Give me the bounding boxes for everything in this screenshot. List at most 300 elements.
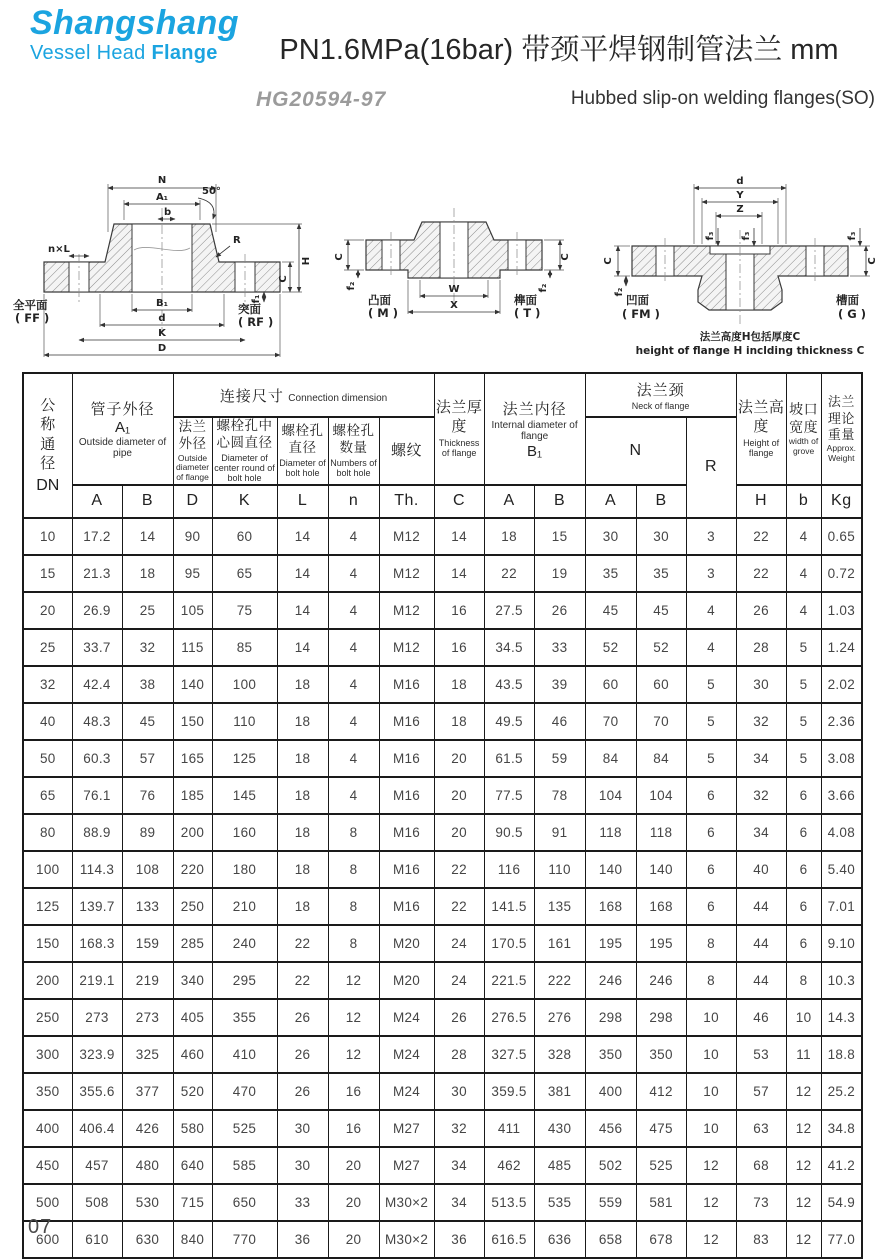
- table-cell: 400: [23, 1110, 72, 1147]
- dim-N: N: [157, 175, 167, 186]
- table-cell: 26: [277, 1073, 328, 1110]
- table-cell: 355.6: [72, 1073, 122, 1110]
- table-cell: 46: [736, 999, 786, 1036]
- table-cell: 20: [434, 814, 484, 851]
- table-cell: 585: [212, 1147, 277, 1184]
- table-cell: 170.5: [484, 925, 534, 962]
- dim-f3-c: f₃: [847, 231, 858, 241]
- col-thickness-en: Thickness of flange: [438, 437, 480, 459]
- table-cell: 5: [686, 740, 736, 777]
- table-cell: 3.66: [821, 777, 862, 814]
- table-cell: 22: [434, 888, 484, 925]
- table-cell: 34: [434, 1184, 484, 1221]
- table-cell: 83: [736, 1221, 786, 1258]
- table-cell: 110: [212, 703, 277, 740]
- table-cell: 5: [786, 703, 821, 740]
- table-cell: 520: [173, 1073, 212, 1110]
- table-cell: 35: [636, 555, 686, 592]
- table-cell: M20: [379, 925, 434, 962]
- table-cell: M24: [379, 999, 434, 1036]
- table-cell: 12: [786, 1221, 821, 1258]
- table-cell: 678: [636, 1221, 686, 1258]
- col-height-cn: 法兰高度: [737, 399, 785, 436]
- table-cell: 340: [173, 962, 212, 999]
- table-cell: 18: [277, 777, 328, 814]
- letter-n: n: [348, 492, 359, 510]
- table-row: [23, 1036, 862, 1073]
- table-cell: 4: [786, 592, 821, 629]
- table-cell: 18: [434, 703, 484, 740]
- table-cell: 105: [173, 592, 212, 629]
- table-cell: 18: [277, 703, 328, 740]
- table-cell: 32: [23, 666, 72, 703]
- table-cell: 222: [534, 962, 585, 999]
- table-cell: 45: [122, 703, 173, 740]
- table-cell: 118: [636, 814, 686, 851]
- table-cell: 4: [328, 518, 379, 555]
- table-cell: 535: [534, 1184, 585, 1221]
- table-cell: 61.5: [484, 740, 534, 777]
- table-cell: 95: [173, 555, 212, 592]
- table-cell: M12: [379, 518, 434, 555]
- col-letter-b1b: [534, 485, 585, 518]
- table-cell: 4: [328, 555, 379, 592]
- table-cell: 580: [173, 1110, 212, 1147]
- table-cell: M16: [379, 851, 434, 888]
- table-cell: 0.72: [821, 555, 862, 592]
- table-cell: 221.5: [484, 962, 534, 999]
- table-cell: 108: [122, 851, 173, 888]
- table-cell: 456: [585, 1110, 636, 1147]
- table-cell: 195: [636, 925, 686, 962]
- table-cell: 133: [122, 888, 173, 925]
- table-cell: 77.5: [484, 777, 534, 814]
- table-cell: M12: [379, 629, 434, 666]
- table-cell: 59: [534, 740, 585, 777]
- dim-f3-b: f₃: [741, 231, 752, 241]
- table-cell: M16: [379, 666, 434, 703]
- letter-b: B: [141, 492, 154, 510]
- col-neck-r: [686, 417, 736, 518]
- table-cell: 50: [23, 740, 72, 777]
- table-cell: 10: [686, 1036, 736, 1073]
- letter-d: D: [186, 492, 199, 510]
- letter-th: Th.: [394, 492, 419, 510]
- table-cell: 3: [686, 518, 736, 555]
- table-cell: 34: [736, 740, 786, 777]
- letter-h: H: [755, 492, 768, 510]
- table-cell: 14: [277, 592, 328, 629]
- table-cell: 32: [736, 703, 786, 740]
- table-cell: 426: [122, 1110, 173, 1147]
- table-row: [23, 1110, 862, 1147]
- table-header: [23, 373, 862, 518]
- col-neck: [585, 373, 736, 417]
- flange-drawing-fm-g: [598, 168, 883, 365]
- table-cell: 60: [212, 518, 277, 555]
- col-thickness-cn: 法兰厚度: [435, 399, 483, 436]
- table-cell: 327.5: [484, 1036, 534, 1073]
- table-cell: 26: [736, 592, 786, 629]
- table-cell: 219.1: [72, 962, 122, 999]
- table-cell: 18: [277, 888, 328, 925]
- table-cell: 145: [212, 777, 277, 814]
- dim-W: W: [448, 284, 460, 295]
- table-cell: 32: [122, 629, 173, 666]
- table-cell: 200: [23, 962, 72, 999]
- table-cell: 30: [636, 518, 686, 555]
- table-row: [23, 629, 862, 666]
- table-cell: 6: [786, 814, 821, 851]
- table-cell: 76: [122, 777, 173, 814]
- dim-C: C: [278, 275, 289, 283]
- table-cell: 22: [277, 962, 328, 999]
- caption-chinese: 法兰高度H包括厚度C: [699, 331, 801, 343]
- table-cell: 43.5: [484, 666, 534, 703]
- col-bolt-num-cn: 螺栓孔数量: [332, 423, 375, 456]
- table-cell: 10: [686, 1110, 736, 1147]
- table-cell: 41.2: [821, 1147, 862, 1184]
- table-cell: 4: [686, 592, 736, 629]
- col-groove-en: width of grove: [788, 436, 819, 456]
- table-cell: 52: [636, 629, 686, 666]
- table-cell: 75: [212, 592, 277, 629]
- face-t-cn: 榫面: [514, 293, 537, 307]
- table-cell: 12: [786, 1110, 821, 1147]
- table-cell: 22: [736, 518, 786, 555]
- col-height: [736, 373, 786, 485]
- table-cell: 500: [23, 1184, 72, 1221]
- table-cell: 4.08: [821, 814, 862, 851]
- table-cell: 12: [686, 1184, 736, 1221]
- dim-f1: f₁: [251, 294, 262, 304]
- table-cell: 48.3: [72, 703, 122, 740]
- table-cell: 89: [122, 814, 173, 851]
- table-cell: 640: [173, 1147, 212, 1184]
- table-cell: 10: [23, 518, 72, 555]
- table-cell: 20: [328, 1147, 379, 1184]
- col-letter-D: [173, 485, 212, 518]
- table-cell: M30×2: [379, 1221, 434, 1258]
- table-cell: 28: [736, 629, 786, 666]
- table-cell: 4: [328, 777, 379, 814]
- table-cell: 4: [328, 666, 379, 703]
- table-cell: 658: [585, 1221, 636, 1258]
- table-cell: 20: [328, 1221, 379, 1258]
- table-cell: 141.5: [484, 888, 534, 925]
- brand-tagline-light: Vessel Head: [30, 42, 152, 64]
- table-cell: 14: [277, 629, 328, 666]
- col-bolt-num: [328, 417, 379, 485]
- table-cell: M27: [379, 1147, 434, 1184]
- table-cell: 12: [786, 1073, 821, 1110]
- table-cell: 462: [484, 1147, 534, 1184]
- table-cell: 457: [72, 1147, 122, 1184]
- table-cell: 513.5: [484, 1184, 534, 1221]
- col-letter-K: [212, 485, 277, 518]
- table-row: [23, 518, 862, 555]
- table-cell: 9.10: [821, 925, 862, 962]
- table-cell: 125: [212, 740, 277, 777]
- table-cell: 21.3: [72, 555, 122, 592]
- letter-a: A: [91, 492, 103, 510]
- table-cell: 5: [786, 629, 821, 666]
- table-cell: 161: [534, 925, 585, 962]
- table-cell: 0.65: [821, 518, 862, 555]
- table-row: [23, 555, 862, 592]
- table-cell: 20: [434, 777, 484, 814]
- table-cell: 16: [434, 629, 484, 666]
- table-cell: 168: [585, 888, 636, 925]
- table-cell: M12: [379, 592, 434, 629]
- table-cell: 246: [636, 962, 686, 999]
- table-cell: 16: [328, 1073, 379, 1110]
- brand-tagline: [30, 43, 239, 63]
- table-cell: 168: [636, 888, 686, 925]
- table-cell: 45: [585, 592, 636, 629]
- letter-b1b: B: [553, 492, 566, 510]
- table-cell: 20: [23, 592, 72, 629]
- table-cell: 715: [173, 1184, 212, 1221]
- table-row: [23, 1147, 862, 1184]
- col-bolt-dia-en: Diameter of bolt hole: [279, 457, 326, 479]
- col-letter-na: [585, 485, 636, 518]
- letter-nb: B: [655, 492, 667, 510]
- table-cell: 20: [434, 740, 484, 777]
- col-connection: [173, 373, 434, 417]
- col-letter-H: [736, 485, 786, 518]
- col-letter-A: [72, 485, 122, 518]
- dim-Y: Y: [736, 190, 744, 201]
- table-cell: 115: [173, 629, 212, 666]
- letter-na: A: [604, 492, 617, 510]
- col-connection-en: Connection dimension: [288, 392, 388, 404]
- col-letter-n: [328, 485, 379, 518]
- col-bolt-circle-en: Diameter of center round of bolt hole: [214, 452, 275, 484]
- table-cell: 118: [585, 814, 636, 851]
- table-cell: 12: [686, 1221, 736, 1258]
- table-cell: 12: [786, 1147, 821, 1184]
- table-cell: 110: [534, 851, 585, 888]
- table-cell: 30: [434, 1073, 484, 1110]
- table-cell: 6: [686, 888, 736, 925]
- table-cell: 4: [328, 703, 379, 740]
- table-cell: 4: [786, 518, 821, 555]
- face-rf-cn: 突面: [238, 302, 261, 316]
- table-cell: 180: [212, 851, 277, 888]
- table-cell: 18: [277, 666, 328, 703]
- flange-drawing-ff-rf-svg: [12, 162, 312, 362]
- table-cell: 139.7: [72, 888, 122, 925]
- table-cell: 14.3: [821, 999, 862, 1036]
- table-cell: 10: [786, 999, 821, 1036]
- table-cell: 3: [686, 555, 736, 592]
- flange-drawing-fm-g-svg: [598, 168, 883, 360]
- table-cell: 40: [736, 851, 786, 888]
- table-cell: M16: [379, 740, 434, 777]
- table-cell: 34: [736, 814, 786, 851]
- table-row: [23, 592, 862, 629]
- table-cell: 32: [434, 1110, 484, 1147]
- col-thickness: [434, 373, 484, 485]
- col-letter-C: [434, 485, 484, 518]
- table-cell: 150: [173, 703, 212, 740]
- table-cell: 273: [72, 999, 122, 1036]
- col-letter-L: [277, 485, 328, 518]
- table-cell: 616.5: [484, 1221, 534, 1258]
- face-ff-code: ( FF ): [15, 311, 50, 325]
- col-neck-cn: 法兰颈: [636, 381, 685, 399]
- table-cell: 125: [23, 888, 72, 925]
- table-cell: 285: [173, 925, 212, 962]
- table-cell: 44: [736, 888, 786, 925]
- table-cell: 6: [786, 888, 821, 925]
- table-body: [23, 518, 862, 1258]
- table-cell: 240: [212, 925, 277, 962]
- face-t-code: ( T ): [514, 306, 541, 320]
- table-cell: 5: [686, 703, 736, 740]
- col-letter-th: [379, 485, 434, 518]
- table-cell: 63: [736, 1110, 786, 1147]
- table-cell: 219: [122, 962, 173, 999]
- table-cell: 40: [23, 703, 72, 740]
- table-cell: 34: [434, 1147, 484, 1184]
- caption-english: height of flange H inclding thickness C: [635, 345, 865, 357]
- col-dn-cn: 公称通径: [40, 396, 56, 473]
- table-cell: 14: [277, 555, 328, 592]
- table-cell: 22: [277, 925, 328, 962]
- table-cell: 323.9: [72, 1036, 122, 1073]
- table-cell: 200: [173, 814, 212, 851]
- table-cell: 276.5: [484, 999, 534, 1036]
- letter-b1a: A: [503, 492, 515, 510]
- dim-D: D: [157, 343, 167, 354]
- col-bolt-circle: [212, 417, 277, 485]
- table-cell: 8: [686, 962, 736, 999]
- col-neck-en: Neck of flange: [631, 400, 690, 411]
- table-row: [23, 814, 862, 851]
- table-cell: 140: [173, 666, 212, 703]
- table-cell: 3.08: [821, 740, 862, 777]
- table-cell: 35: [585, 555, 636, 592]
- table-cell: 600: [23, 1221, 72, 1258]
- table-cell: 24: [434, 925, 484, 962]
- table-row: [23, 925, 862, 962]
- flange-drawing-m-t-svg: [308, 178, 600, 343]
- dim-d: d: [158, 313, 166, 324]
- col-dn: [23, 373, 72, 518]
- table-cell: 85: [212, 629, 277, 666]
- table-cell: 26: [277, 1036, 328, 1073]
- table-cell: 8: [328, 925, 379, 962]
- table-cell: 12: [328, 999, 379, 1036]
- table-cell: 73: [736, 1184, 786, 1221]
- table-cell: 430: [534, 1110, 585, 1147]
- table-cell: 630: [122, 1221, 173, 1258]
- table-cell: 116: [484, 851, 534, 888]
- dim-C-right: C: [560, 253, 571, 261]
- table-cell: 159: [122, 925, 173, 962]
- col-pipe-od-cn: 管子外径: [90, 400, 155, 418]
- col-neck-r-label: R: [705, 458, 718, 476]
- table-cell: 18: [277, 740, 328, 777]
- table-cell: 377: [122, 1073, 173, 1110]
- table-cell: 27.5: [484, 592, 534, 629]
- table-cell: 53: [736, 1036, 786, 1073]
- table-row: [23, 888, 862, 925]
- table-cell: 24: [434, 962, 484, 999]
- table-cell: 34.8: [821, 1110, 862, 1147]
- table-cell: 325: [122, 1036, 173, 1073]
- table-cell: 6: [786, 925, 821, 962]
- subtitle-english: Hubbed slip-on welding flanges(SO): [570, 88, 875, 109]
- dim-f3-a: f₃: [705, 231, 716, 241]
- table-cell: 30: [736, 666, 786, 703]
- table-cell: M16: [379, 703, 434, 740]
- table-cell: 11: [786, 1036, 821, 1073]
- table-cell: 8: [328, 814, 379, 851]
- table-row: [23, 1073, 862, 1110]
- table-cell: 22: [434, 851, 484, 888]
- col-letter-groove-b: [786, 485, 821, 518]
- table-cell: 4: [328, 740, 379, 777]
- table-cell: 26.9: [72, 592, 122, 629]
- table-cell: 52: [585, 629, 636, 666]
- table-row: [23, 851, 862, 888]
- table-cell: 4: [686, 629, 736, 666]
- table-cell: 8: [328, 888, 379, 925]
- table-cell: 400: [585, 1073, 636, 1110]
- table-cell: 8: [328, 851, 379, 888]
- table-cell: 14: [277, 518, 328, 555]
- table-cell: M24: [379, 1036, 434, 1073]
- table-row: [23, 777, 862, 814]
- table-cell: M24: [379, 1073, 434, 1110]
- table-cell: 12: [328, 962, 379, 999]
- table-cell: 42.4: [72, 666, 122, 703]
- table-cell: 250: [173, 888, 212, 925]
- table-cell: M20: [379, 962, 434, 999]
- table-cell: 140: [585, 851, 636, 888]
- table-cell: 36: [277, 1221, 328, 1258]
- brand-tagline-bold: Flange: [151, 42, 218, 64]
- table-cell: 26: [434, 999, 484, 1036]
- table-cell: 30: [277, 1147, 328, 1184]
- table-cell: 28: [434, 1036, 484, 1073]
- table-cell: 412: [636, 1073, 686, 1110]
- standard-number: HG20594-97: [256, 88, 387, 111]
- table-cell: 39: [534, 666, 585, 703]
- table-cell: 350: [23, 1073, 72, 1110]
- dim-B1: B₁: [155, 298, 169, 309]
- table-cell: 525: [636, 1147, 686, 1184]
- table-cell: 4: [328, 629, 379, 666]
- table-cell: M16: [379, 814, 434, 851]
- table-cell: M30×2: [379, 1184, 434, 1221]
- table-cell: 44: [736, 925, 786, 962]
- table-cell: M27: [379, 1110, 434, 1147]
- table-cell: 650: [212, 1184, 277, 1221]
- table-cell: 26: [277, 999, 328, 1036]
- table-cell: 10.3: [821, 962, 862, 999]
- table-cell: 18: [484, 518, 534, 555]
- face-g-cn: 槽面: [836, 293, 859, 307]
- table-cell: 90: [173, 518, 212, 555]
- dim-X: X: [450, 300, 458, 311]
- table-cell: 7.01: [821, 888, 862, 925]
- table-cell: 54.9: [821, 1184, 862, 1221]
- dim-A1: A₁: [155, 192, 169, 203]
